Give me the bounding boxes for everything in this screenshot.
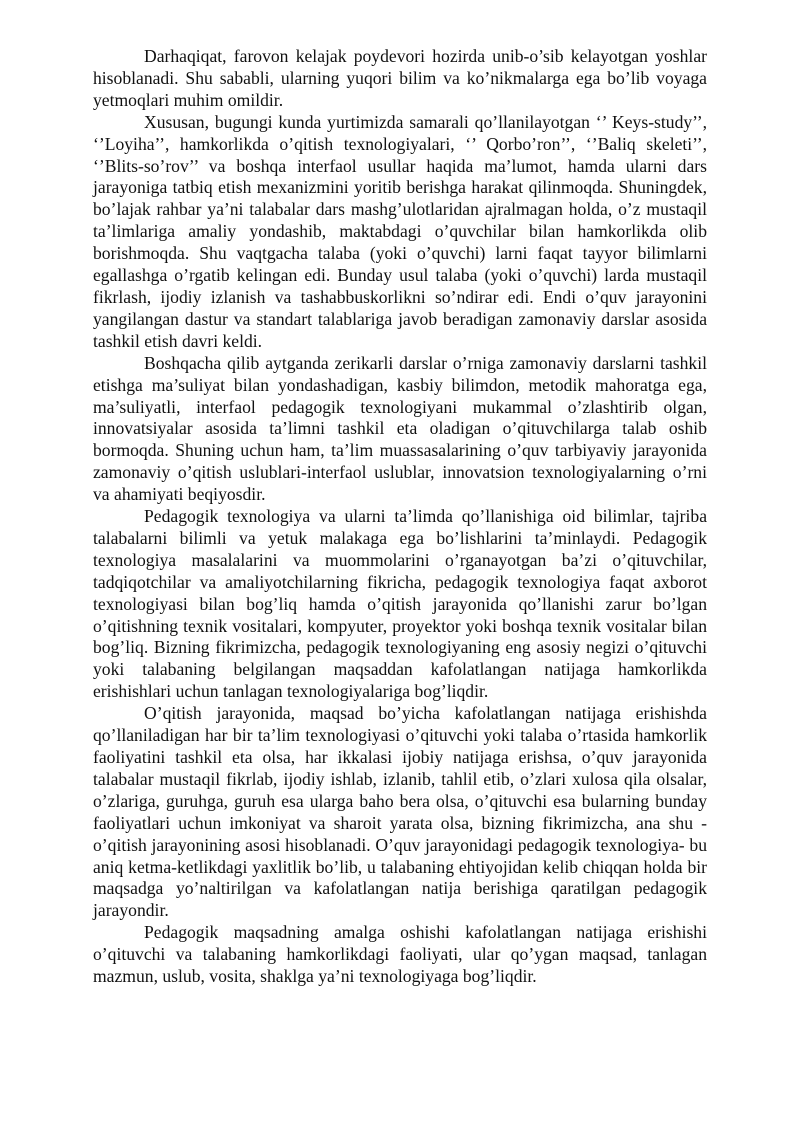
- document-page: [93, 46, 707, 988]
- paragraph: O’qitish jarayonida, maqsad bo’yicha kafolatlangan natijaga erishishda qo’llaniladigan har bir ta’lim texnologiyasi o’qituvchi yoki talaba o’rtasida hamkorlik faoliyatini tashkil eta olsa, har ikkalasi ijobiy natijaga erishsa, o’quv jarayonida talabalar mustaqil fikrlab, ijodiy ishlab, izlanib, tahlil etib, o’zlari xulosa qila olsalar, o’zlariga, guruhga, guruh esa ularga baho bera olsa, o’qituvchi esa bularning bunday faoliyatlari uchun imkoniyat va sharoit yarata olsa, bizning fikrimizcha, ana shu - o’qitish jarayonining asosi hisoblanadi. O’quv jarayonidagi pedagogik texnologiya- bu aniq ketma-ketlikdagi yaxlitlik bo’lib, u talabaning ehtiyojidan kelib chiqqan holda bir maqsadga yo’naltirilgan va kafolatlangan natija berishiga qaratilgan pedagogik jarayondir.: [93, 703, 707, 921]
- paragraph: Pedagogik texnologiya va ularni ta’limda qo’llanishiga oid bilimlar, tajriba talabalarni bilimli va yetuk malakaga ega bo’lishlarini ta’minlaydi. Pedagogik texnologiya masalalarini va muommolarini o’rganayotgan ba’zi o’qituvchilar, tadqiqotchilar va amaliyotchilarning fikricha, pedagogik texnologiya faqat axborot texnologiyasi bilan bog’liq hamda o’qitish jarayonida qo’llanishi zarur bo’lgan o’qitishning texnik vositalari, kompyuter, proyektor yoki boshqa texnik vositalar bilan bog’liq. Bizning fikrimizcha, pedagogik texnologiyaning eng asosiy negizi o’qituvchi yoki talabaning belgilangan maqsaddan kafolatlangan natijaga hamkorlikda erishishlari uchun tanlagan texnologiyalariga bog’liqdir.: [93, 506, 707, 702]
- paragraph: Xususan, bugungi kunda yurtimizda samarali qo’llanilayotgan ‘’ Keys-study’’, ‘’Loyiha’’, hamkorlikda o’qitish texnologiyalari, ‘’ Qorbo’ron’’, ‘’Baliq skeleti’’, ‘’Blits-so’rov’’ va boshqa interfaol usullar haqida ma’lumot, hamda ularni dars jarayoniga tatbiq etish mexanizmini yoritib berishga harakat qilinmoqda. Shuningdek, bo’lajak rahbar ya’ni talabalar dars mashg’ulotlaridan ajralmagan holda, o’z mustaqil ta’limlariga amaliy yondashib, maktabdagi o’quvchilar bilan hamkorlikda olib borishmoqda. Shu vaqtgacha talaba (yoki o’quvchi) larni faqat tayyor bilimlarni egallashga o’rgatib kelingan edi. Bunday usul talaba (yoki o’quvchi) larda mustaqil fikrlash, ijodiy izlanish va tashabbuskorlikni so’ndirar edi. Endi o’quv jarayonini yangilangan dastur va standart talablariga javob beradigan zamonaviy darslar asosida tashkil etish davri keldi.: [93, 111, 707, 351]
- paragraph: Boshqacha qilib aytganda zerikarli darslar o’rniga zamonaviy darslarni tashkil etishga ma’suliyat bilan yondashadigan, kasbiy bilimdon, metodik mahoratga ega, ma’suliyatli, interfaol pedagogik texnologiyani mukammal o’zlashtirib olgan, innovatsiyalar asosida ta’limni tashkil eta oladigan o’qituvchilarga talab oshib bormoqda. Shuning uchun ham, ta’lim muassasalarining o’quv tarbiyaviy jarayonida zamonaviy o’qitish uslublari-interfaol uslublar, innovatsion texnologiyalarning o’rni va ahamiyati beqiyosdir.: [93, 352, 707, 505]
- paragraph: Darhaqiqat, farovon kelajak poydevori hozirda unib-o’sib kelayotgan yoshlar hisoblanadi. Shu sababli, ularning yuqori bilim va ko’nikmalarga ega bo’lib voyaga yetmoqlari muhim omildir.: [93, 46, 707, 110]
- paragraph: Pedagogik maqsadning amalga oshishi kafolatlangan natijaga erishishi o’qituvchi va talabaning hamkorlikdagi faoliyati, ular qo’ygan maqsad, tanlagan mazmun, uslub, vosita, shaklga ya’ni texnologiyaga bog’liqdir.: [93, 922, 707, 987]
